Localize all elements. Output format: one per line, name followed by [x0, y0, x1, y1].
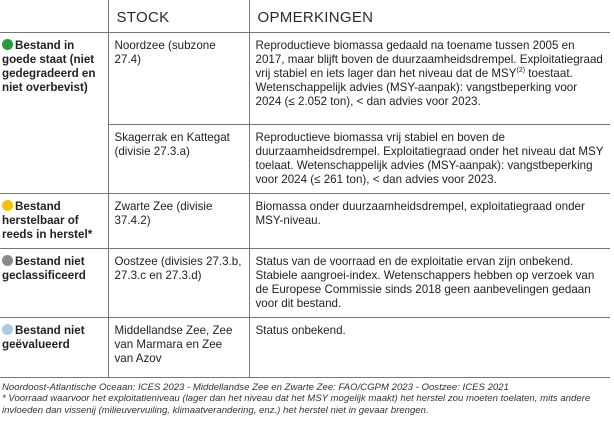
stock-cell: Zwarte Zee (divisie 37.4.2): [108, 194, 249, 249]
table-row: [0, 318, 610, 378]
remark-text: toestaat. Wetenschappelijk advies (MSY-aanpak): vangstbeperking voor 2024 (≤ 2.052 ton), < dan advies voor 2023.: [255, 67, 578, 108]
table-footer: [2, 382, 608, 416]
status-label: Bestand niet geëvalueerd: [2, 324, 85, 351]
header-status-empty: [0, 0, 108, 33]
status-cell-good: [0, 33, 108, 194]
remark-cell: Status van de voorraad en de exploitatie ervan zijn onbekend. Stabiele aangroei-index. Wetenschappers hebben op verzoek van de Europese Commissie sinds 2018 geen aanbevelingen gedaan voor dit bestand.: [249, 249, 610, 318]
light-blue-dot-icon: [2, 324, 13, 335]
stock-cell: Noordzee (subzone 27.4): [108, 33, 249, 125]
status-cell-unclassified: [0, 249, 108, 318]
status-label: Bestand in goede staat (niet gedegradeerd en niet overbevist): [2, 39, 96, 94]
status-label: Bestand niet geclassificeerd: [2, 255, 86, 282]
green-dot-icon: [2, 39, 13, 50]
yellow-dot-icon: [2, 200, 13, 211]
header-stock: STOCK: [108, 0, 249, 33]
status-cell-not-evaluated: [0, 318, 108, 378]
status-label: Bestand herstelbaar of reeds in herstel*: [2, 200, 93, 241]
remark-cell: Reproductieve biomassa vrij stabiel en boven de duurzaamheidsdrempel. Exploitatiegraad onder het niveau dat MSY toelaat. Wetenschappelijk advies (MSY-aanpak): vangstbeperking voor 2024 (≤ 261 ton), < dan advies voor 2023.: [249, 125, 610, 194]
footnote-ref: (2): [516, 67, 526, 75]
remark-cell: Status onbekend.: [249, 318, 610, 378]
gray-dot-icon: [2, 255, 13, 266]
stock-cell: Middellandse Zee, Zee van Marmara en Zee van Azov: [108, 318, 249, 378]
header-remarks: OPMERKINGEN: [249, 0, 610, 33]
stock-cell: Skagerrak en Kattegat (divisie 27.3.a): [108, 125, 249, 194]
remark-cell: [249, 33, 610, 125]
stock-cell: Oostzee (divisies 27.3.b, 27.3.c en 27.3.d): [108, 249, 249, 318]
remark-text: Reproductieve biomassa gedaald na toename tussen 2005 en 2017, maar blijft boven de duurzaamheidsdrempel. Exploitatiegraad vrij stabiel en iets lager dan het niveau dat de MSY: [255, 39, 603, 80]
table-header-row: [0, 0, 610, 33]
table-row: [0, 33, 610, 125]
status-cell-recoverable: [0, 194, 108, 249]
table-row: [0, 249, 610, 318]
table-row: [0, 194, 610, 249]
remark-cell: Biomassa onder duurzaamheidsdrempel, exploitatiegraad onder MSY-niveau.: [249, 194, 610, 249]
sources-note: Noordoost-Atlantische Oceaan: ICES 2023 - Middellandse Zee en Zwarte Zee: FAO/CGPM 2023 - Oostzee: ICES 2021: [2, 382, 509, 393]
asterisk-note: * Voorraad waarvoor het exploitatieniveau (lager dan het niveau dat het MSY mogelijk maakt) het herstel zou moeten toelaten, mits andere invloeden dan vissenij (milieuvervuiling, klimaatverandering, enz.) het herstel niet in gevaar brengen.: [2, 393, 591, 416]
